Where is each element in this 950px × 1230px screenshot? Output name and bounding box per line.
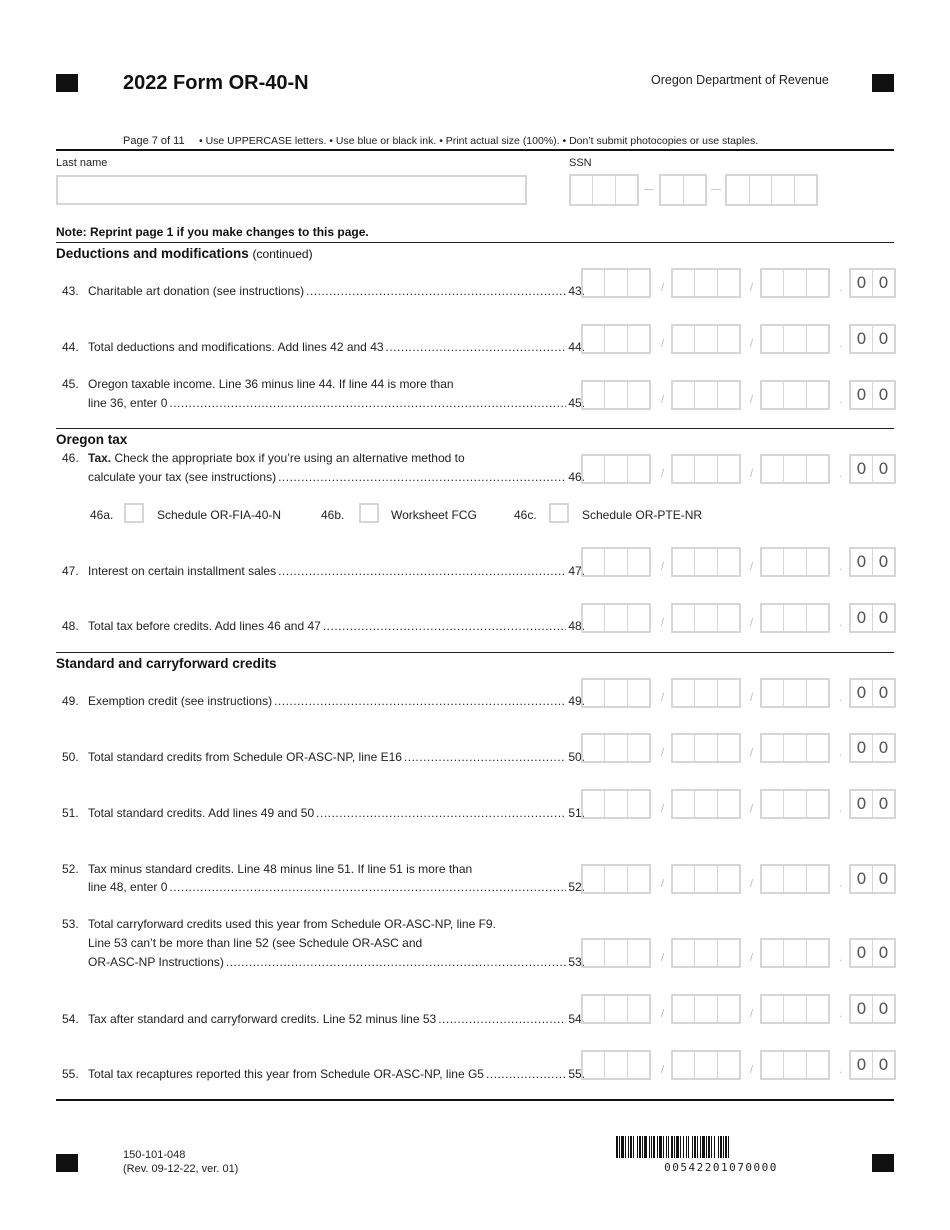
line-46-amount[interactable]: / / . 0 0	[581, 454, 897, 486]
line-50-amount[interactable]: / / . 0 0	[581, 733, 897, 765]
line-49: 49. Exemption credit (see instructions) ..... 49.	[62, 692, 559, 711]
section-deductions-title: Deductions and modifications (continued)	[56, 246, 313, 261]
ssn-area-input[interactable]	[569, 174, 639, 206]
line-47: 47. Interest on certain installment sales ..... 47.	[62, 562, 559, 581]
barcode	[616, 1136, 826, 1158]
last-name-input[interactable]	[56, 175, 527, 205]
option-46a-checkbox[interactable]	[124, 503, 144, 523]
ssn-label: SSN	[569, 157, 592, 169]
line-43: 43. Charitable art donation (see instructions) ..... 43.	[62, 282, 559, 301]
footer-rule	[56, 1099, 894, 1101]
section-rule	[56, 242, 894, 243]
option-46a-label: Schedule OR-FIA-40-N	[157, 508, 282, 522]
section-credits-title: Standard and carryforward credits	[56, 656, 277, 671]
line-54-amount[interactable]: / / . 0 0	[581, 994, 897, 1026]
line-54: 54. Tax after standard and carryforward credits. Line 52 minus line 53 ..... 54.	[62, 1010, 559, 1029]
ssn-serial-input[interactable]	[725, 174, 818, 206]
registration-mark	[56, 74, 78, 92]
line-55: 55. Total tax recaptures reported this year from Schedule OR-ASC-NP, line G5 ..... 55.	[62, 1065, 559, 1084]
ssn-dash	[711, 189, 721, 190]
ssn-group-input[interactable]	[659, 174, 707, 206]
section-rule	[56, 428, 894, 429]
line-45: 45. Oregon taxable income. Line 36 minus line 44. If line 44 is more than line 36, enter 0 ..... 45.	[62, 375, 559, 413]
line-43-amount[interactable]: / / . 0 0	[581, 268, 897, 300]
form-title: 2022 Form OR-40-N	[123, 72, 309, 94]
line-44-amount[interactable]: / / . 0 0	[581, 324, 897, 356]
form-number: 150-101-048	[123, 1149, 186, 1161]
line-48-amount[interactable]: / / . 0 0	[581, 603, 897, 635]
option-46b-label: Worksheet FCG	[391, 508, 477, 522]
registration-mark	[872, 1154, 894, 1172]
reprint-note: Note: Reprint page 1 if you make changes to this page.	[56, 225, 369, 239]
option-46b-code: 46b.	[321, 508, 345, 522]
line-48: 48. Total tax before credits. Add lines 46 and 47 ..... 48.	[62, 617, 559, 636]
registration-mark	[56, 1154, 78, 1172]
line-49-amount[interactable]: / / . 0 0	[581, 678, 897, 710]
option-46c-code: 46c.	[514, 508, 537, 522]
line-45-amount[interactable]: / / . 0 0	[581, 380, 897, 412]
option-46c-checkbox[interactable]	[549, 503, 569, 523]
form-instructions: • Use UPPERCASE letters. • Use blue or black ink. • Print actual size (100%). • Don’t submit photocopies or use staples.	[199, 135, 759, 147]
line-52-amount[interactable]: / / . 0 0	[581, 864, 897, 896]
line-52: 52. Tax minus standard credits. Line 48 minus line 51. If line 51 is more than line 48, enter 0 ..... 52.	[62, 860, 559, 898]
option-46b-checkbox[interactable]	[359, 503, 379, 523]
ssn-dash	[644, 189, 654, 190]
registration-mark	[872, 74, 894, 92]
page-info: Page 7 of 11	[123, 135, 185, 147]
form-revision: (Rev. 09-12-22, ver. 01)	[123, 1163, 239, 1175]
line-53-amount[interactable]: / / . 0 0	[581, 938, 897, 970]
section-rule	[56, 652, 894, 653]
last-name-label: Last name	[56, 157, 108, 169]
line-51: 51. Total standard credits. Add lines 49 and 50 ..... 51.	[62, 804, 559, 823]
section-oregon-tax-title: Oregon tax	[56, 432, 128, 447]
barcode-number: 00542201070000	[664, 1161, 778, 1174]
line-44: 44. Total deductions and modifications. Add lines 42 and 43 ..... 44.	[62, 338, 559, 357]
option-46a-code: 46a.	[90, 508, 114, 522]
option-46c-label: Schedule OR-PTE-NR	[582, 508, 703, 522]
line-46: 46. Tax. Check the appropriate box if you’re using an alternative method to calculate your tax (see instructions) ..... 46.	[62, 449, 559, 487]
line-55-amount[interactable]: / / . 0 0	[581, 1050, 897, 1082]
agency-name: Oregon Department of Revenue	[651, 73, 829, 87]
line-53: 53. Total carryforward credits used this year from Schedule OR-ASC-NP, line F9. Line 53 can’t be more than line 52 (see Schedule OR-ASC and OR-ASC-NP Instructions) ..... 53.	[62, 915, 559, 972]
header-rule	[56, 149, 894, 151]
line-50: 50. Total standard credits from Schedule OR-ASC-NP, line E16 ..... 50.	[62, 748, 559, 767]
line-47-amount[interactable]: / / . 0 0	[581, 547, 897, 579]
line-51-amount[interactable]: / / . 0 0	[581, 789, 897, 821]
